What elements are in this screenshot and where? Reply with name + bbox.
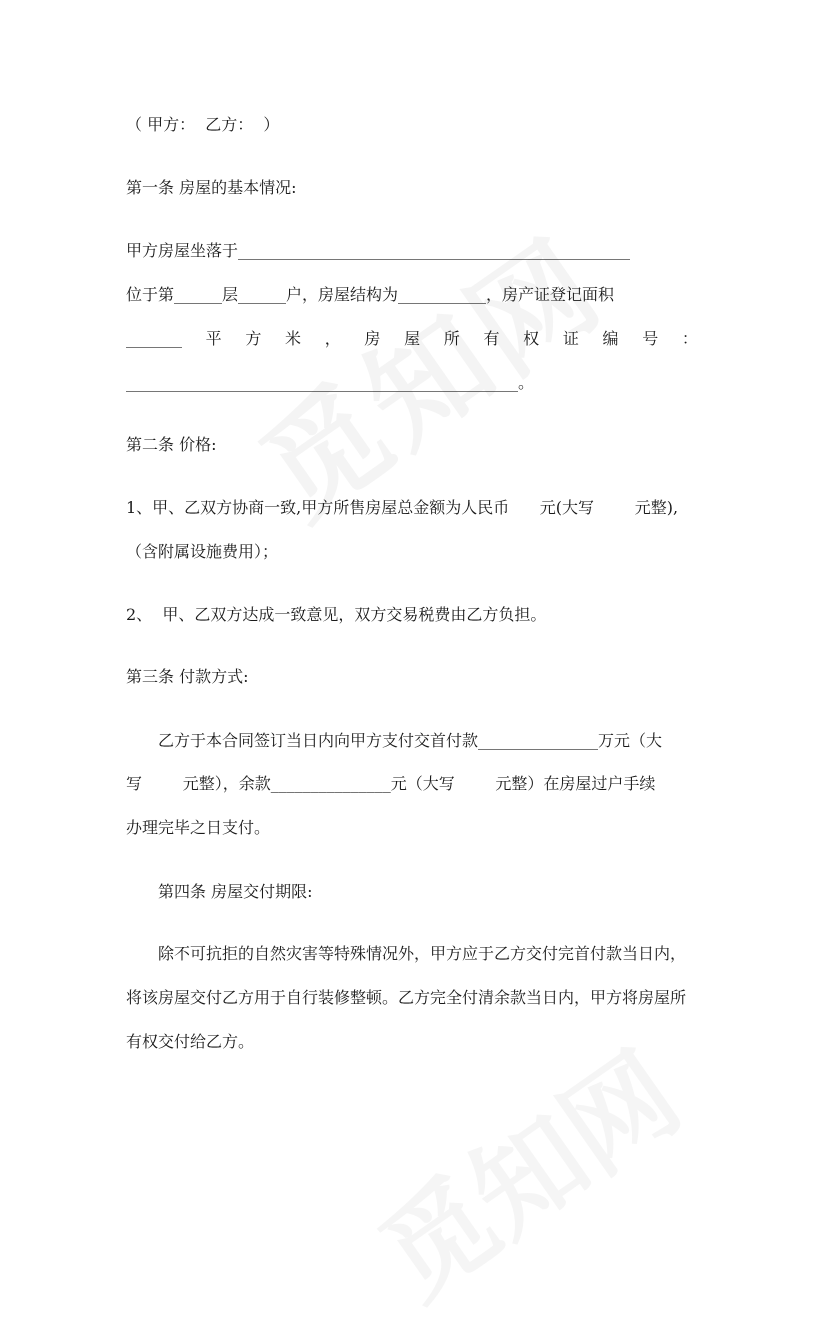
area-word: ，	[324, 329, 341, 348]
area-word: 屋	[404, 329, 421, 348]
article4-line1: 除不可抗拒的自然灾害等特殊情况外，甲方应于乙方交付完首付款当日内，	[158, 944, 687, 963]
area-word: 房	[364, 329, 381, 348]
watermark-bottom	[345, 1010, 706, 1328]
area-word: 所	[443, 329, 460, 348]
area-word: ：	[681, 329, 698, 348]
area-word: 米	[285, 329, 302, 348]
article3-heading: 第三条 付款方式:	[126, 667, 249, 686]
article4-heading: 第四条 房屋交付期限:	[158, 882, 313, 901]
article3-line3: 办理完毕之日支付。	[126, 818, 271, 837]
article2-heading: 第二条 价格:	[126, 435, 217, 454]
article1-line3	[126, 328, 698, 350]
area-word: 方	[245, 329, 262, 348]
article2-item2: 2、 甲、乙双方达成一致意见，双方交易税费由乙方负担。	[126, 605, 547, 624]
article2-item1-line2: （含附属设施费用）；	[126, 542, 279, 561]
article3-line1: 乙方于本合同签订当日内向甲方支付交首付款_______________万元（大	[158, 731, 663, 750]
article4-line2: 将该房屋交付乙方用于自行装修整顿。乙方完全付清余款当日内，甲方将房屋所	[126, 988, 687, 1007]
area-word: 有	[483, 329, 500, 348]
article1-line2: 位于第______层______户，房屋结构为___________，房产证登记面积	[126, 285, 615, 304]
area-word: 平	[205, 329, 222, 348]
article2-item1-line1: 1、甲、乙双方协商一致,甲方所售房屋总金额为人民币 元(大写 元整),	[126, 498, 679, 517]
article1-heading: 第一条 房屋的基本情况:	[126, 178, 297, 197]
area-word: 号	[642, 329, 659, 348]
article1-line1: 甲方房屋坐落于_________________________________________________	[126, 241, 631, 260]
article4-line3: 有权交付给乙方。	[126, 1032, 255, 1051]
parties-line: （ 甲方： 乙方： ）	[126, 115, 280, 134]
area-word: 证	[562, 329, 579, 348]
article1-line4: _________________________________________________。	[126, 373, 535, 392]
article3-line2: 写 元整），余款_______________元（大写 元整）在房屋过户手续	[126, 774, 656, 793]
area-blank: _______	[126, 329, 182, 348]
area-word: 编	[602, 329, 619, 348]
area-word: 权	[523, 329, 540, 348]
